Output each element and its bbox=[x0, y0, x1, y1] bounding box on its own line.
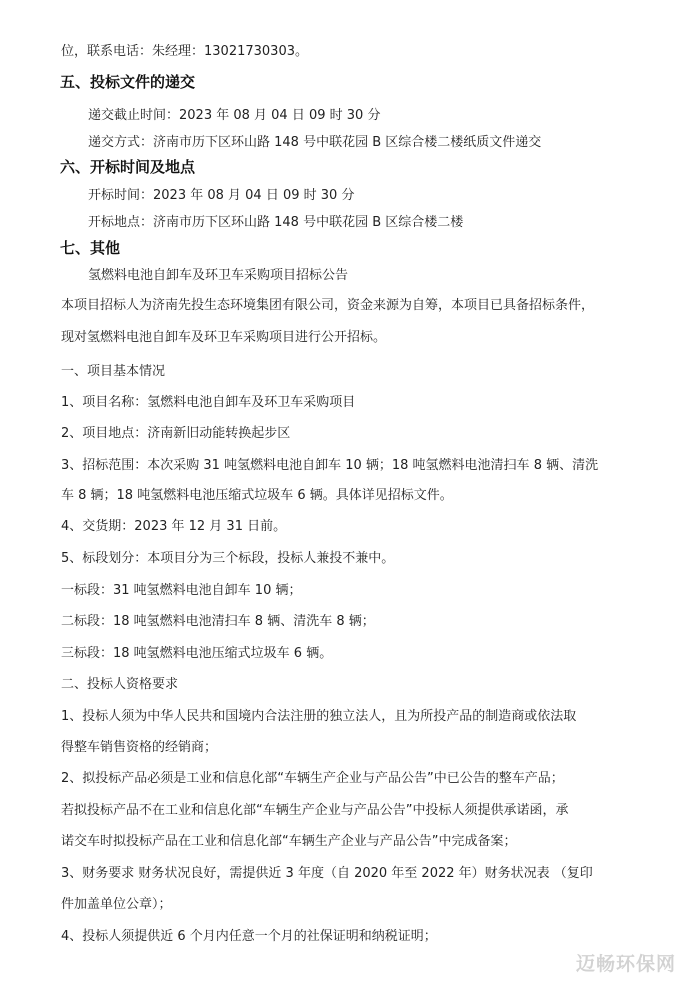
site-watermark: 迈畅环保网 bbox=[575, 953, 676, 975]
subsection-basic-info: 一、项目基本情况 bbox=[61, 364, 166, 379]
subsection-qualification: 二、投标人资格要求 bbox=[61, 677, 179, 692]
lot-2: 二标段：18 吨氢燃料电池清扫车 8 辆、清洗车 8 辆； bbox=[61, 614, 375, 629]
req-2-line-3: 诺交车时拟投标产品在工业和信息化部“车辆生产企业与产品公告”中完成备案； bbox=[61, 834, 517, 849]
lot-3: 三标段：18 吨氢燃料电池压缩式垃圾车 6 辆。 bbox=[61, 646, 333, 661]
contact-line: 位，联系电话：朱经理：13021730303。 bbox=[61, 44, 308, 59]
intro-line-2: 现对氢燃料电池自卸车及环卫车采购项目进行公开招标。 bbox=[61, 330, 387, 345]
open-time: 开标时间：2023 年 08 月 04 日 09 时 30 分 bbox=[88, 188, 355, 203]
item-lots: 5、标段划分：本项目分为三个标段，投标人兼投不兼中。 bbox=[61, 551, 395, 566]
section-heading-6: 六、开标时间及地点 bbox=[60, 158, 196, 176]
item-scope-line-2: 车 8 辆；18 吨氢燃料电池压缩式垃圾车 6 辆。具体详见招标文件。 bbox=[61, 488, 453, 503]
req-1-line-2: 得整车销售资格的经销商； bbox=[61, 740, 218, 755]
item-delivery: 4、交货期：2023 年 12 月 31 日前。 bbox=[61, 519, 287, 534]
submit-deadline: 递交截止时间：2023 年 08 月 04 日 09 时 30 分 bbox=[88, 108, 381, 123]
intro-line-1: 本项目招标人为济南先投生态环境集团有限公司，资金来源为自筹，本项目已具备招标条件， bbox=[61, 298, 595, 313]
item-scope-line-1: 3、招标范围：本次采购 31 吨氢燃料电池自卸车 10 辆；18 吨氢燃料电池清扫车 8 辆、清洗 bbox=[61, 458, 599, 473]
lot-1: 一标段：31 吨氢燃料电池自卸车 10 辆； bbox=[61, 583, 302, 598]
req-1-line-1: 1、投标人须为中华人民共和国境内合法注册的独立法人，且为所投产品的制造商或依法取 bbox=[61, 709, 577, 724]
notice-title: 氢燃料电池自卸车及环卫车采购项目招标公告 bbox=[88, 268, 349, 283]
req-2-line-2: 若拟投标产品不在工业和信息化部“车辆生产企业与产品公告”中投标人须提供承诺函，承 bbox=[61, 803, 569, 818]
open-place: 开标地点：济南市历下区环山路 148 号中联花园 B 区综合楼二楼 bbox=[88, 215, 464, 230]
item-project-name: 1、项目名称：氢燃料电池自卸车及环卫车采购项目 bbox=[61, 395, 356, 410]
req-3-line-2: 件加盖单位公章）； bbox=[61, 897, 172, 912]
submit-method: 递交方式：济南市历下区环山路 148 号中联花园 B 区综合楼二楼纸质文件递交 bbox=[88, 135, 542, 150]
section-heading-5: 五、投标文件的递交 bbox=[60, 73, 196, 91]
req-3-line-1: 3、财务要求 财务状况良好，需提供近 3 年度（自 2020 年至 2022 年）财务状况表 （复印 bbox=[61, 866, 593, 881]
section-heading-7: 七、其他 bbox=[60, 239, 121, 257]
item-project-location: 2、项目地点：济南新旧动能转换起步区 bbox=[61, 426, 291, 441]
req-4: 4、投标人须提供近 6 个月内任意一个月的社保证明和纳税证明； bbox=[61, 929, 437, 944]
req-2-line-1: 2、拟投标产品必须是工业和信息化部“车辆生产企业与产品公告”中已公告的整车产品； bbox=[61, 771, 564, 786]
